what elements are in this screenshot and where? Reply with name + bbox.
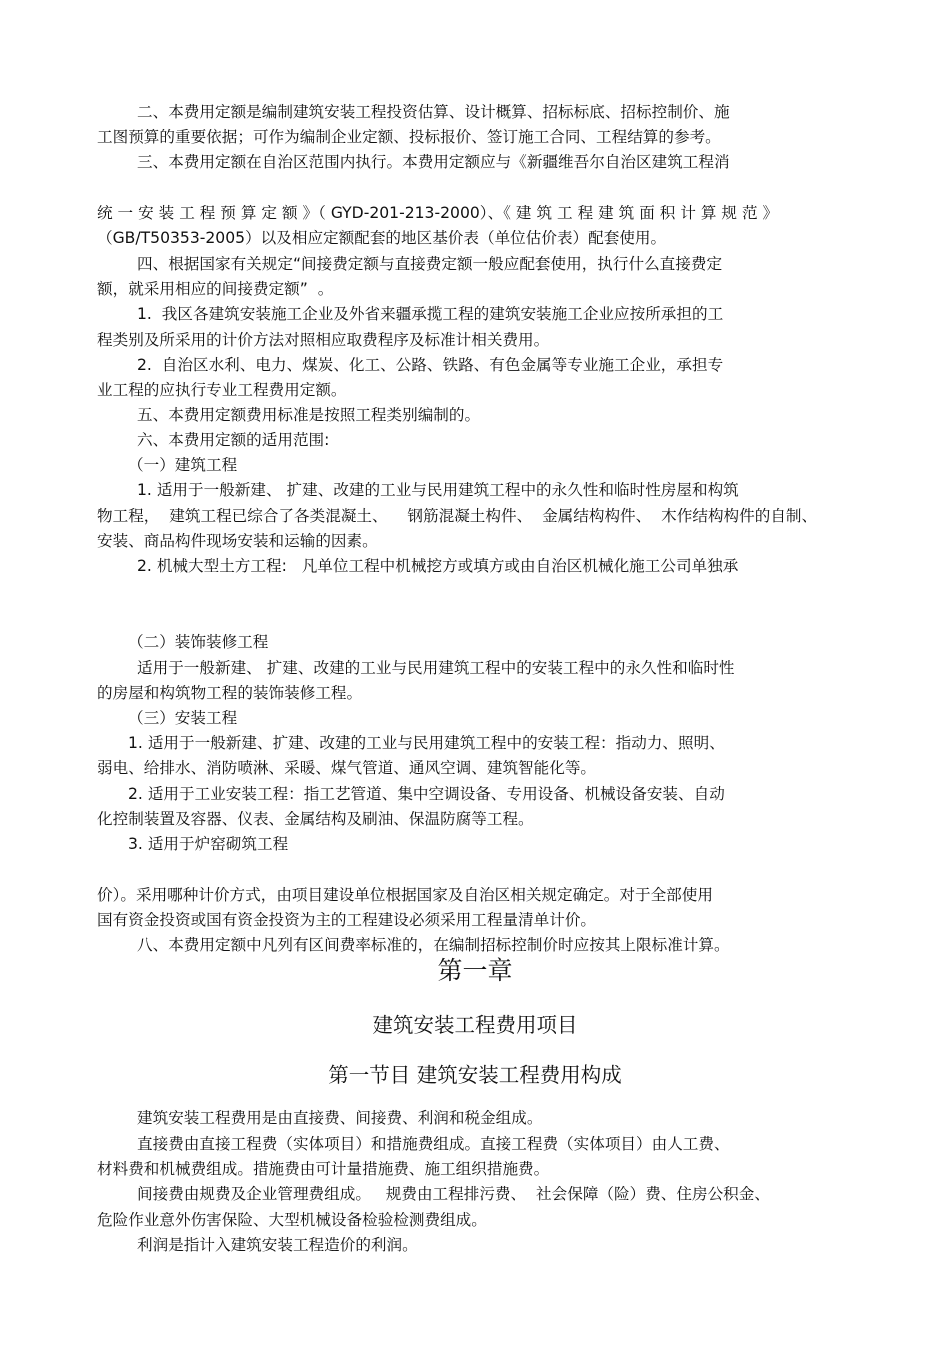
preface-item-2-line-1: 二、本费用定额是编制建筑安装工程投资估算、设计概算、招标标底、招标控制价、施 — [137, 103, 730, 121]
chapter-title: 第一章 — [437, 956, 513, 985]
scope-installation-2-line-2: 化控制装置及容器、仪表、金属结构及刷油、保温防腐等工程。 — [97, 810, 534, 828]
scope-installation-2-line-1: 2. 适用于工业安装工程：指工艺管道、集中空调设备、专用设备、机械设备安装、自动 — [128, 785, 725, 803]
preface-item-4-sub-2-line-1: 2. 自治区水利、电力、煤炭、化工、公路、铁路、有色金属等专业施工企业，承担专 — [137, 356, 724, 374]
scope-installation-1-line-2: 弱电、给排水、消防喷淋、采暖、煤气管道、通风空调、建筑智能化等。 — [97, 759, 597, 777]
scope-decoration-line-1: 适用于一般新建、 扩建、改建的工业与民用建筑工程中的安装工程中的永久性和临时性 — [137, 659, 735, 677]
scope-building-2-line-2 — [0, 581, 950, 605]
chapter-subtitle: 建筑安装工程费用项目 — [372, 1013, 578, 1037]
scope-building-1-line-3: 安装、商品构件现场安装和运输的因素。 — [97, 532, 378, 550]
preface-item-3-line-4: （GB/T50353-2005）以及相应定额配套的地区基价表（单位估价表）配套使用。 — [97, 229, 667, 247]
preface-item-3-line-3: 统 一 安 装 工 程 预 算 定 额 》（ GYD-201-213-2000）、《 建 筑 工 程 建 筑 面 积 计 算 规 范 》 — [97, 204, 779, 222]
preface-item-4-sub-2-line-2: 业工程的应执行专业工程费用定额。 — [97, 381, 347, 399]
scope-building-title: （一）建筑工程 — [128, 456, 238, 474]
preface-item-8: 八、本费用定额中凡列有区间费率标准的，在编制招标控制价时应按其上限标准计算。 — [137, 936, 730, 954]
preface-item-6-title: 六、本费用定额的适用范围: — [137, 431, 330, 449]
preface-item-7-line-1 — [0, 858, 950, 882]
preface-item-4-line-2: 额，就采用相应的间接费定额” 。 — [97, 280, 334, 298]
preface-item-5: 五、本费用定额费用标准是按照工程类别编制的。 — [137, 406, 481, 424]
preface-item-7-line-2: 价）。采用哪种计价方式，由项目建设单位根据国家及自治区相关规定确定。对于全部使用 — [97, 886, 713, 904]
section-1-paragraph-4: 利润是指计入建筑安装工程造价的利润。 — [137, 1236, 418, 1254]
scope-installation-title: （三）安装工程 — [128, 709, 238, 727]
preface-item-2-line-2: 工图预算的重要依据；可作为编制企业定额、投标报价、签订施工合同、工程结算的参考。 — [97, 128, 721, 146]
preface-item-4-sub-1-line-1: 1. 我区各建筑安装施工企业及外省来疆承揽工程的建筑安装施工企业应按所承担的工 — [137, 305, 724, 323]
section-1-paragraph-2-line-2: 材料费和机械费组成。措施费由可计量措施费、施工组织措施费。 — [97, 1160, 550, 1178]
scope-building-2-line-1: 2. 机械大型土方工程: 凡单位工程中机械挖方或填方或由自治区机械化施工公司单独承 — [137, 557, 739, 575]
preface-item-4-line-1: 四、根据国家有关规定“间接费定额与直接费定额一般应配套使用，执行什么直接费定 — [137, 255, 723, 273]
scope-decoration-line-2: 的房屋和构筑物工程的装饰装修工程。 — [97, 684, 363, 702]
scope-installation-3: 3. 适用于炉窑砌筑工程 — [128, 835, 289, 853]
section-1-paragraph-1: 建筑安装工程费用是由直接费、间接费、利润和税金组成。 — [137, 1109, 543, 1127]
preface-item-3-line-2 — [0, 177, 950, 201]
section-1-paragraph-3-line-2: 危险作业意外伤害保险、大型机械设备检验检测费组成。 — [97, 1211, 487, 1229]
scope-building-2-line-3 — [0, 606, 950, 630]
scope-installation-1-line-1: 1. 适用于一般新建、扩建、改建的工业与民用建筑工程中的安装工程：指动力、照明、 — [128, 734, 725, 752]
preface-item-3-line-1: 三、本费用定额在自治区范围内执行。本费用定额应与《新疆维吾尔自治区建筑工程消 — [137, 153, 730, 171]
scope-building-1-line-2: 物工程， 建筑工程已综合了各类混凝土、 钢筋混凝土构件、 金属结构构件、 木作结构构件的自制、 — [97, 507, 818, 525]
section-1-paragraph-3-line-1: 间接费由规费及企业管理费组成。 规费由工程排污费、 社会保障（险）费、住房公积金、 — [137, 1185, 770, 1203]
preface-item-7-line-3: 国有资金投资或国有资金投资为主的工程建设必须采用工程量清单计价。 — [97, 911, 597, 929]
scope-building-1-line-1: 1. 适用于一般新建、 扩建、改建的工业与民用建筑工程中的永久性和临时性房屋和构筑 — [137, 481, 739, 499]
preface-item-4-sub-1-line-2: 程类别及所采用的计价方法对照相应取费程序及标准计相关费用。 — [97, 331, 550, 349]
section-1-paragraph-2-line-1: 直接费由直接工程费（实体项目）和措施费组成。直接工程费（实体项目）由人工费、 — [137, 1135, 730, 1153]
section-title: 第一节目 建筑安装工程费用构成 — [328, 1063, 622, 1087]
scope-decoration-title: （二）装饰装修工程 — [128, 633, 269, 651]
